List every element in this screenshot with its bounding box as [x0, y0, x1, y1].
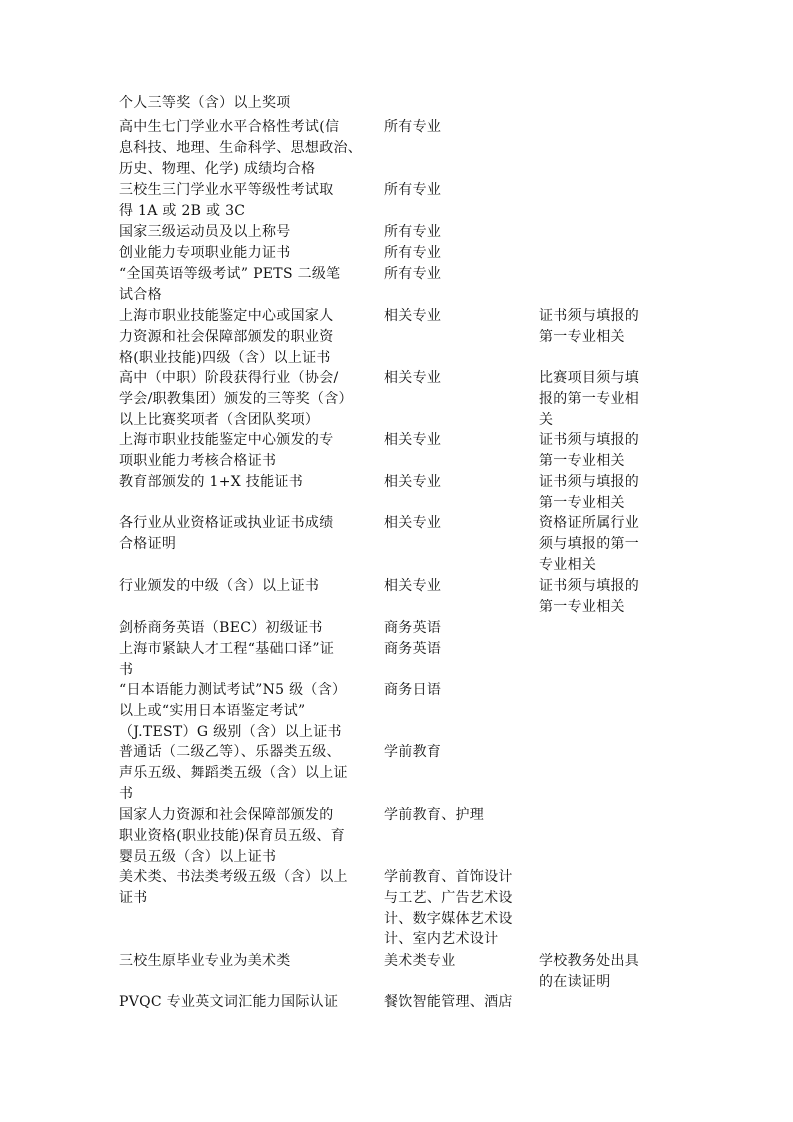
majors-cell: 学前教育、首饰设计 与工艺、广告艺术设 计、数字媒体艺术设 计、室内艺术设计 [384, 869, 513, 948]
requirement-cell: 普通话（二级乙等）、乐器类五级、 声乐五级、舞蹈类五级（含）以上证 书 [119, 744, 348, 802]
majors-cell: 学前教育、护理 [384, 807, 485, 823]
requirement-cell: 各行业从业资格证或执业证书成绩 合格证明 [119, 515, 334, 552]
note-cell: 资格证所属行业 须与填报的第一 专业相关 [539, 515, 640, 573]
note-cell: 比赛项目须与填 报的第一专业相 关 [539, 370, 640, 428]
majors-cell: 相关专业 [384, 432, 442, 448]
note-cell: 学校教务处出具 的在读证明 [539, 953, 640, 990]
majors-cell: 相关专业 [384, 370, 442, 386]
majors-cell: 餐饮智能管理、酒店 [384, 994, 513, 1010]
requirement-cell: 上海市职业技能鉴定中心颁发的专 项职业能力考核合格证书 [119, 432, 334, 469]
note-cell: 证书须与填报的 第一专业相关 [539, 308, 640, 345]
requirement-cell: 创业能力专项职业能力证书 [119, 245, 291, 261]
requirement-cell: “日本语能力测试考试”N5 级（含） 以上或“实用日本语鉴定考试” （J.TEST）G 级别（含）以上证书 [119, 682, 347, 740]
majors-cell: 商务日语 [384, 682, 442, 698]
requirement-cell: 三校生三门学业水平等级性考试取 得 1A 或 2B 或 3C [119, 182, 334, 219]
requirement-cell: 行业颁发的中级（含）以上证书 [119, 578, 320, 594]
requirement-cell: 个人三等奖（含）以上奖项 [119, 95, 291, 111]
note-cell: 证书须与填报的 第一专业相关 [539, 474, 640, 511]
majors-cell: 所有专业 [384, 182, 442, 198]
note-cell: 证书须与填报的 第一专业相关 [539, 578, 640, 615]
majors-cell: 学前教育 [384, 744, 442, 760]
majors-cell: 美术类专业 [384, 953, 456, 969]
requirement-cell: 三校生原毕业专业为美术类 [119, 953, 291, 969]
requirement-cell: 高中生七门学业水平合格性考试(信 息科技、地理、生命科学、思想政治、 历史、物理、化学) 成绩均合格 [119, 119, 363, 177]
requirement-cell: 高中（中职）阶段获得行业（协会/ 学会/职教集团）颁发的三等奖（含） 以上比赛奖项者（含团队奖项） [119, 370, 353, 428]
requirement-cell: “全国英语等级考试” PETS 二级笔 试合格 [119, 266, 341, 303]
note-cell: 证书须与填报的 第一专业相关 [539, 432, 640, 469]
requirement-cell: 国家人力资源和社会保障部颁发的 职业资格(职业技能)保育员五级、育 婴员五级（含）以上证书 [119, 807, 346, 865]
majors-cell: 商务英语 [384, 620, 442, 636]
requirement-cell: 剑桥商务英语（BEC）初级证书 [119, 620, 323, 636]
requirement-cell: 教育部颁发的 1+X 技能证书 [119, 474, 304, 490]
majors-cell: 所有专业 [384, 119, 442, 135]
majors-cell: 相关专业 [384, 474, 442, 490]
majors-cell: 所有专业 [384, 224, 442, 240]
majors-cell: 相关专业 [384, 578, 442, 594]
majors-cell: 商务英语 [384, 641, 442, 657]
majors-cell: 所有专业 [384, 266, 442, 282]
majors-cell: 所有专业 [384, 245, 442, 261]
requirement-cell: PVQC 专业英文词汇能力国际认证 [119, 994, 339, 1010]
majors-cell: 相关专业 [384, 515, 442, 531]
requirement-cell: 国家三级运动员及以上称号 [119, 224, 291, 240]
requirement-cell: 上海市紧缺人才工程“基础口译”证 书 [119, 641, 335, 678]
majors-cell: 相关专业 [384, 308, 442, 324]
requirement-cell: 上海市职业技能鉴定中心或国家人 力资源和社会保障部颁发的职业资 格(职业技能)四级（含）以上证书 [119, 308, 334, 366]
requirement-cell: 美术类、书法类考级五级（含）以上 证书 [119, 869, 348, 906]
